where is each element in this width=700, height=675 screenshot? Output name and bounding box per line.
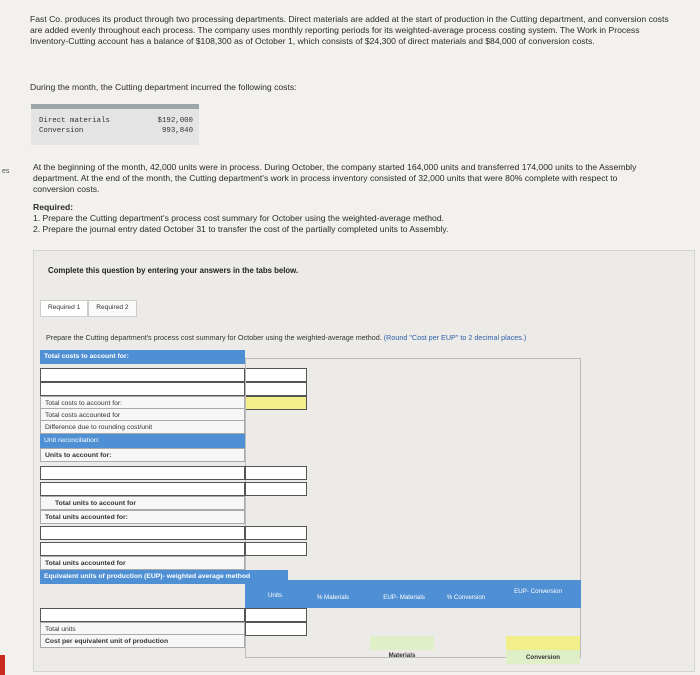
- eup-input-2-units[interactable]: [245, 622, 307, 636]
- col-eup-conversion: EUP- Conversion: [514, 588, 562, 595]
- required-item-1: 1. Prepare the Cutting department's process cost summary for October using the weighted-average method.: [33, 213, 445, 224]
- unit-row-1: [40, 466, 307, 480]
- total-units-label: Total units: [40, 622, 245, 636]
- col-pct-materials: % Materials: [316, 594, 350, 601]
- foot-materials: Materials: [388, 652, 416, 659]
- eup-input-1-units[interactable]: [245, 608, 307, 622]
- cost-input-2-label[interactable]: [40, 382, 245, 396]
- eup-row-1: [40, 608, 307, 622]
- accounted-input-1-value[interactable]: [245, 526, 307, 540]
- total-costs-header: Total costs to account for:: [40, 350, 245, 364]
- cost-value-materials: $192,000: [157, 117, 193, 125]
- rounding-difference: Difference due to rounding cost/unit: [40, 420, 245, 434]
- cost-input-1-value[interactable]: [245, 368, 307, 382]
- instruction: [46, 333, 526, 342]
- col-pct-conversion: % Conversion: [446, 594, 486, 601]
- cost-box: [31, 104, 199, 145]
- eup-header: Equivalent units of production (EUP)- weighted average method: [40, 570, 288, 584]
- cost-input-2-value[interactable]: [245, 382, 307, 396]
- eup-materials-total[interactable]: [370, 636, 434, 650]
- units-to-account-label: Units to account for:: [40, 448, 245, 462]
- cost-per-eup-label: Cost per equivalent unit of production: [40, 634, 245, 648]
- tab-bar: [40, 300, 137, 317]
- required-item-2: 2. Prepare the journal entry dated October 31 to transfer the cost of the partially completed units to Assembly.: [33, 224, 449, 235]
- costs-intro: During the month, the Cutting department incurred the following costs:: [30, 82, 297, 92]
- total-costs-accounted: Total costs accounted for: [40, 408, 245, 422]
- unit-reconciliation-header: Unit reconciliation:: [40, 434, 245, 448]
- unit-input-2-value[interactable]: [245, 482, 307, 496]
- rounding-note: (Round "Cost per EUP" to 2 decimal places.): [383, 333, 527, 342]
- red-side-bar: [0, 655, 5, 675]
- intro-paragraph: Fast Co. produces its product through two processing departments. Direct materials are added at the start of production in the Cutting department, and conversion costs are added evenly throughout each process. The company uses monthly reporting periods for its weighted-average process costing system. The Work in Process Inventory-Cutting account has a balance of $108,300 as of October 1, which consists of $24,300 of direct materials and $84,000 of conversion costs.: [30, 14, 669, 47]
- total-units-accounted-header: Total units accounted for:: [40, 510, 245, 524]
- units-paragraph: At the beginning of the month, 42,000 units were in process. During October, the company started 164,000 units and transferred 174,000 units to the Assembly department. At the end of the month, the Cutting department's work in process inventory consisted of 32,000 units that were 80% complete with respect to conversion costs.: [33, 162, 637, 195]
- foot-conversion: Conversion: [525, 654, 561, 661]
- eup-conversion-total[interactable]: [506, 636, 580, 650]
- required-heading: Required:: [33, 202, 74, 212]
- col-units: Units: [267, 592, 283, 599]
- tab-required-1[interactable]: Required 1: [40, 300, 88, 316]
- instruction-text: Prepare the Cutting department's process cost summary for October using the weighted-average method.: [46, 333, 382, 342]
- col-eup-materials: EUP- Materials: [383, 594, 425, 601]
- cost-input-1-label[interactable]: [40, 368, 245, 382]
- accounted-input-2-value[interactable]: [245, 542, 307, 556]
- cost-row-1: [40, 368, 307, 382]
- unit-input-1-label[interactable]: [40, 466, 245, 480]
- complete-prompt: Complete this question by entering your answers in the tabs below.: [48, 266, 299, 275]
- cost-value-conversion: 993,840: [161, 127, 193, 135]
- cost-label-conversion: Conversion: [39, 127, 84, 135]
- eup-input-1-label[interactable]: [40, 608, 245, 622]
- unit-input-1-value[interactable]: [245, 466, 307, 480]
- total-units-to-account: Total units to account for: [40, 496, 245, 510]
- accounted-row-2: [40, 542, 307, 556]
- cost-input-3-value[interactable]: [245, 396, 307, 410]
- tab-required-2[interactable]: Required 2: [88, 300, 136, 316]
- side-mark: es: [2, 168, 10, 175]
- process-cost-summary: [40, 350, 582, 668]
- accounted-row-1: [40, 526, 307, 540]
- cost-label-materials: Direct materials: [39, 117, 110, 125]
- accounted-input-2-label[interactable]: [40, 542, 245, 556]
- unit-row-2: [40, 482, 307, 496]
- cost-row-2: [40, 382, 307, 396]
- unit-input-2-label[interactable]: [40, 482, 245, 496]
- total-costs-label: Total costs to account for:: [40, 396, 245, 410]
- accounted-input-1-label[interactable]: [40, 526, 245, 540]
- required-section: [33, 202, 448, 236]
- total-units-accounted: Total units accounted for: [40, 556, 245, 570]
